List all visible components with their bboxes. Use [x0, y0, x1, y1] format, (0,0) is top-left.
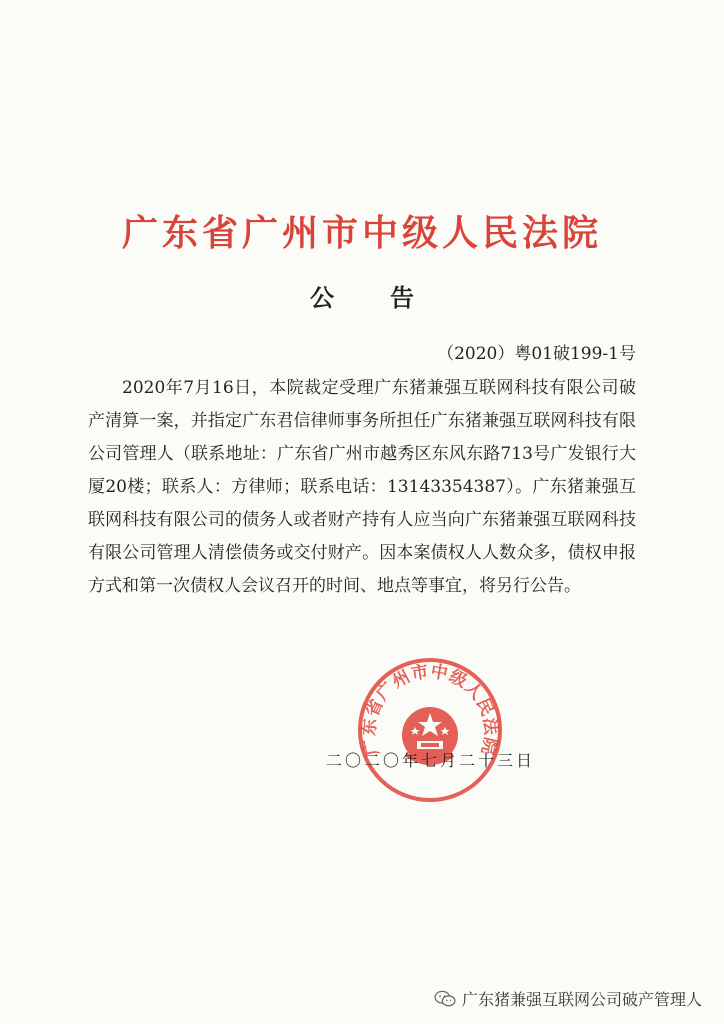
notice-title: 公告	[310, 284, 470, 312]
footer-watermark	[434, 987, 702, 1010]
footer-account-name: 广东猪兼强互联网公司破产管理人	[461, 990, 702, 1009]
notice-date: 二〇二〇年七月二十三日	[326, 751, 536, 770]
court-title: 广东省广州市中级人民法院	[121, 212, 602, 254]
case-number: （2020）粤01破199-1号	[437, 344, 636, 364]
notice-body: 2020年7月16日，本院裁定受理广东猪兼强互联网科技有限公司破产清算一案，并指定广东君信律师事务所担任广东猪兼强互联网科技有限公司管理人（联系地址：广东省广州市越秀区东风东路713号广发银行大厦20楼；联系人：方律师；联系电话：13143354387）。广东猪兼强互联网科技有限公司的债务人或者财产持有人应当向广东猪兼强互联网科技有限公司管理人清偿债务或交付财产。因本案债权人人数众多，债权申报方式和第一次债权人会议召开的时间、地点等事宜，将另行公告。	[88, 378, 636, 596]
seal-text: 广东省广州市中级人民法院	[359, 661, 501, 758]
wechat-icon	[434, 990, 456, 1008]
court-seal	[355, 655, 505, 805]
